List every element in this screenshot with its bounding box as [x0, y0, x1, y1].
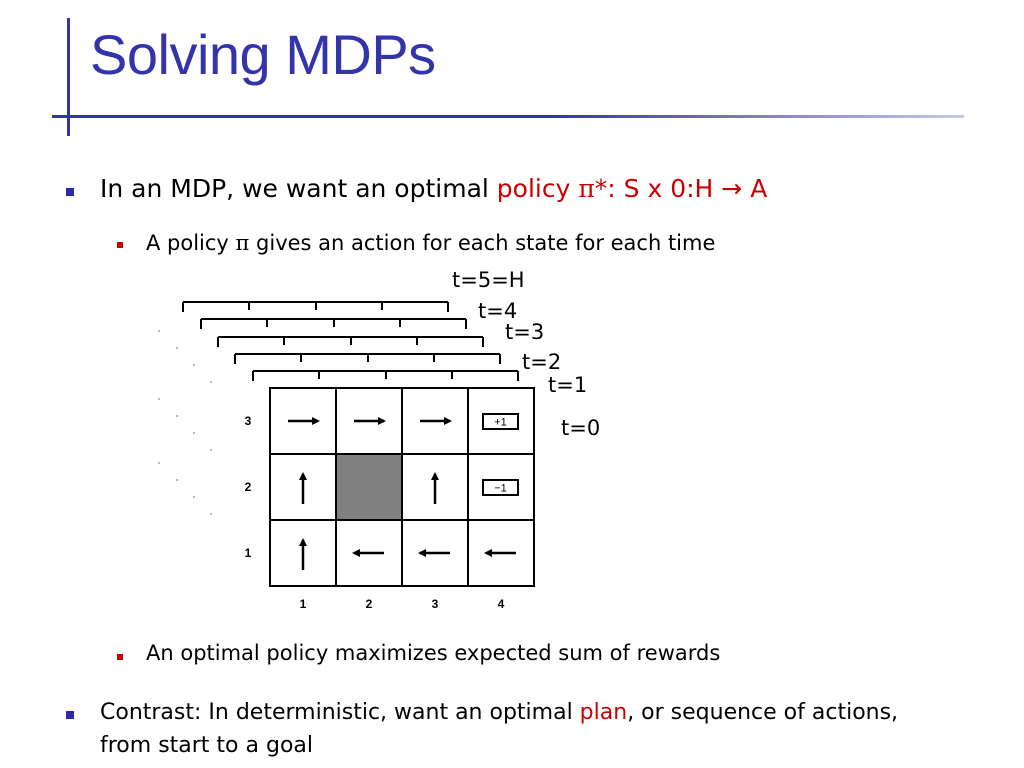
layer-t4 [201, 319, 466, 329]
title-accent-horizontal-line [52, 115, 964, 118]
layer-t1 [253, 371, 518, 381]
bullet-2-line-2: from start to a goal [100, 733, 313, 758]
col-label: 3 [431, 597, 439, 611]
time-label-t0: t=0 [561, 416, 601, 440]
layer-t3 [218, 337, 483, 347]
grid-t0 [245, 388, 534, 611]
bullet-2-line-1: Contrast: In deterministic, want an optimal plan, or sequence of actions, [100, 700, 899, 725]
title-accent-vertical-line [67, 18, 70, 136]
policy-grid-figure [150, 290, 560, 620]
row-label: 3 [244, 414, 252, 428]
sub-bullet-marker [117, 242, 123, 248]
time-label-t5: t=5=H [452, 268, 525, 292]
time-label-t2: t=2 [522, 350, 562, 374]
layer-t5 [183, 302, 448, 312]
slide-title: Solving MDPs [90, 23, 436, 86]
col-label: 4 [497, 597, 505, 611]
reward-plus-one [483, 414, 518, 429]
time-label-t1: t=1 [548, 373, 588, 397]
bullet-1-text: In an MDP, we want an optimal policy π*: S x 0:H → A [100, 174, 768, 203]
bullet-marker [66, 188, 74, 196]
wall-cell [336, 454, 402, 520]
time-label-t3: t=3 [505, 320, 545, 344]
layer-t2 [235, 354, 500, 364]
bullet-marker [66, 711, 74, 719]
sub-bullet-2-text: An optimal policy maximizes expected sum of rewards [146, 641, 721, 665]
row-label: 1 [244, 546, 252, 560]
sub-bullet-1-text: A policy π gives an action for each state for each time [146, 231, 716, 255]
reward-plus-one-label: +1 [494, 416, 507, 429]
col-label: 1 [299, 597, 307, 611]
col-label: 2 [365, 597, 373, 611]
time-label-t4: t=4 [478, 299, 518, 323]
reward-minus-one-label: −1 [494, 482, 507, 495]
reward-minus-one [483, 480, 518, 495]
row-label: 2 [244, 480, 252, 494]
faint-layer-ticks [158, 330, 212, 515]
sub-bullet-marker [117, 654, 123, 660]
time-layer-stack [183, 302, 518, 381]
